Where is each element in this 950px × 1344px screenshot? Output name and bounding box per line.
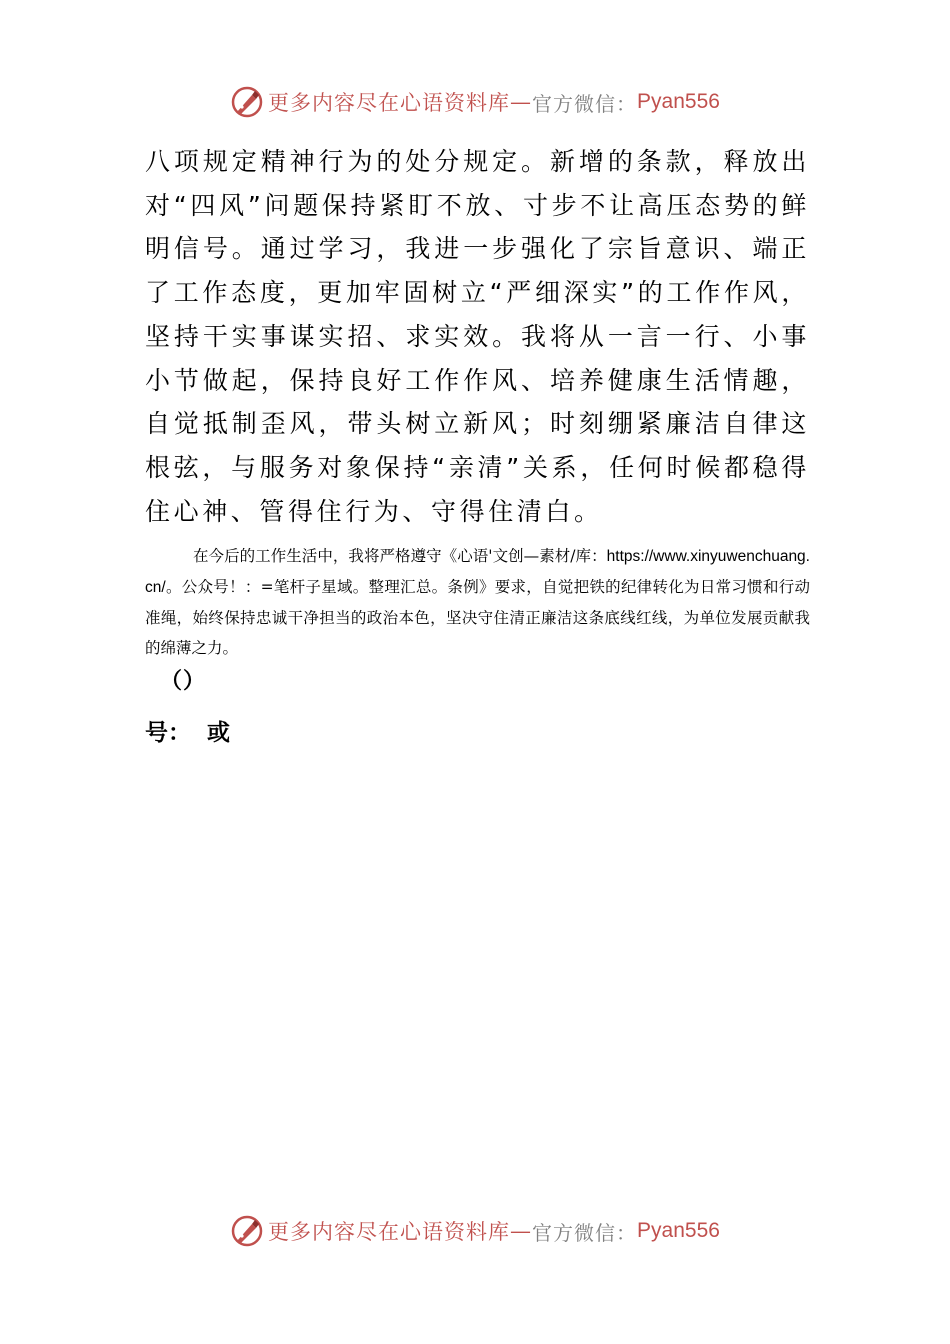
banner-wechat-label: 官方微信： — [532, 91, 638, 116]
commitment-text-end: 。公众号！：=笔杆子星域。整理汇总。条例》要求，自觉把铁的纪律转化为日常习惯和行动准绳，始终保持忠诚干净担当的政治本色，坚决守住清正廉洁这条底线红线，为单位发展贡献我的绵薄之力。 — [145, 578, 810, 658]
footer-banner-main-text: 更多内容尽在心语资料库 — [268, 1220, 511, 1244]
commitment-text-start: 在今后的工作生活中，我将严格遵守《心语'文创—素材/库： — [193, 547, 607, 566]
document-body — [145, 140, 810, 663]
source-url-link[interactable]: https://www.xinyuwenchuang.cn/ — [145, 548, 810, 597]
banner-separator: — — [510, 90, 533, 114]
pen-nib-logo-icon — [230, 85, 264, 119]
banner-main-text: 更多内容尽在心语资料库 — [268, 91, 511, 115]
empty-bracket-heading: （） — [160, 669, 207, 694]
number-label-line: 号： 或 — [145, 720, 231, 746]
body-paragraph-main: 八项规定精神行为的处分规定。新增的条款，释放出对“四风”问题保持紧盯不放、寸步不让高压态势的鲜明信号。通过学习，我进一步强化了宗旨意识、端正了工作态度，更加牢固树立“严细深实”的工作作风，坚持干实事谋实招、求实效。我将从一言一行、小事小节做起，保持良好工作作风、培养健康生活情趣，自觉抵制歪风，带头树立新风；时刻绷紧廉洁自律这根弦，与服务对象保持“亲清”关系，任何时候都稳得住心神、管得住行为、守得住清白。 — [145, 147, 810, 526]
footer-banner-wechat-label: 官方微信： — [532, 1220, 638, 1245]
banner-wechat-id: Pyan556 — [637, 90, 720, 113]
footer-banner — [0, 1211, 950, 1251]
header-banner — [0, 82, 950, 122]
body-paragraph-commitment — [145, 541, 810, 663]
footer-banner-separator: — — [510, 1219, 533, 1243]
pen-nib-logo-icon — [230, 1214, 264, 1248]
footer-banner-wechat-id: Pyan556 — [637, 1219, 720, 1242]
